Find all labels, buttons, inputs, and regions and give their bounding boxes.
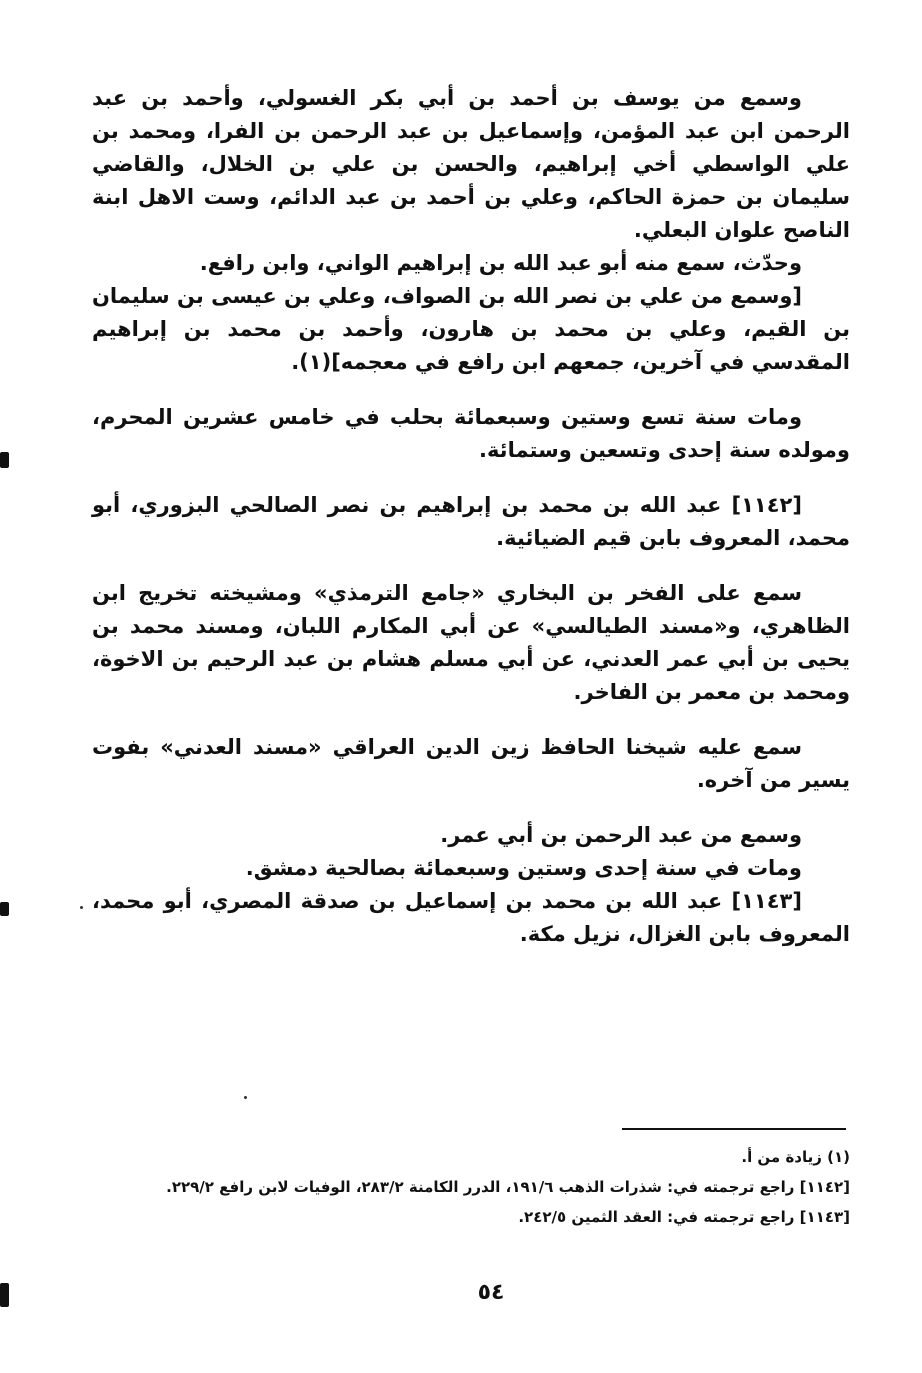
footnote-separator [622, 1128, 846, 1130]
scan-edge-mark [0, 902, 9, 916]
footnote-1143: [١١٤٣] راجع ترجمته في: العقد الثمين ٢٤٢/٥. [518, 1208, 850, 1226]
page-number: ٥٤ [477, 1280, 505, 1305]
paragraph-death-1142: ومات في سنة إحدى وستين وسبعمائة بصالحية دمشق. [245, 856, 802, 880]
scan-edge-mark [0, 1283, 9, 1307]
paragraph-narrated: وحدّث، سمع منه أبو عبد الله بن إبراهيم الواني، وابن رافع. [199, 251, 802, 275]
scan-speck [244, 1096, 247, 1099]
paragraph-heard-from: وسمع من عبد الرحمن بن أبي عمر. [440, 823, 802, 847]
footnote-1142: [١١٤٢] راجع ترجمته في: شذرات الذهب ١٩١/٦، الدرر الكامنة ٢٨٣/٢، الوفيات لابن رافع ٢٢٩/٢. [166, 1178, 850, 1196]
paragraph-heard-1142: سمع على الفخر بن البخاري «جامع الترمذي» ومشيخته تخريج ابن الظاهري، و«مسند الطيالسي» عن أبي المكارم اللبان، ومسند محمد بن يحيى بن أبي عمر العدني، عن أبي مسلم هشام بن عبد الرحيم بن الاخوة، ومحمد بن معمر بن الفاخر. [92, 581, 850, 704]
main-text [92, 82, 850, 951]
scan-speck [80, 906, 83, 909]
footnotes [120, 1142, 850, 1232]
paragraph-added-teachers: [وسمع من علي بن نصر الله بن الصواف، وعلي بن عيسى بن سليمان بن القيم، وعلي بن محمد بن هارون، وأحمد بن محمد بن إبراهيم المقدسي في آخرين، جمعهم ابن رافع في معجمه](١). [92, 284, 850, 374]
paragraph-death-1141: ومات سنة تسع وستين وسبعمائة بحلب في خامس عشرين المحرم، ومولده سنة إحدى وتسعين وستمائة. [92, 405, 850, 462]
footnote-1: (١) زيادة من أ. [741, 1148, 850, 1166]
scan-edge-mark [0, 452, 9, 468]
entry-heading-1142: [١١٤٢] عبد الله بن محمد بن إبراهيم بن نصر الصالحي البزوري، أبو محمد، المعروف بابن قيم الضيائية. [92, 493, 850, 550]
entry-heading-1143: [١١٤٣] عبد الله بن محمد بن إسماعيل بن صدقة المصري، أبو محمد، المعروف بابن الغزال، نزيل مكة. [92, 889, 850, 946]
paragraph-teachers: وسمع من يوسف بن أحمد بن أبي بكر الغسولي، وأحمد بن عبد الرحمن ابن عبد المؤمن، وإسماعيل بن عبد الرحمن بن الفرا، ومحمد بن علي الواسطي أخي إبراهيم، والحسن بن علي بن الخلال، والقاضي سليمان بن حمزة الحاكم، وعلي بن أحمد بن عبد الدائم، وست الاهل ابنة الناصح علوان البعلي. [92, 86, 850, 242]
paragraph-iraqi: سمع عليه شيخنا الحافظ زين الدين العراقي «مسند العدني» بفوت يسير من آخره. [92, 735, 850, 792]
